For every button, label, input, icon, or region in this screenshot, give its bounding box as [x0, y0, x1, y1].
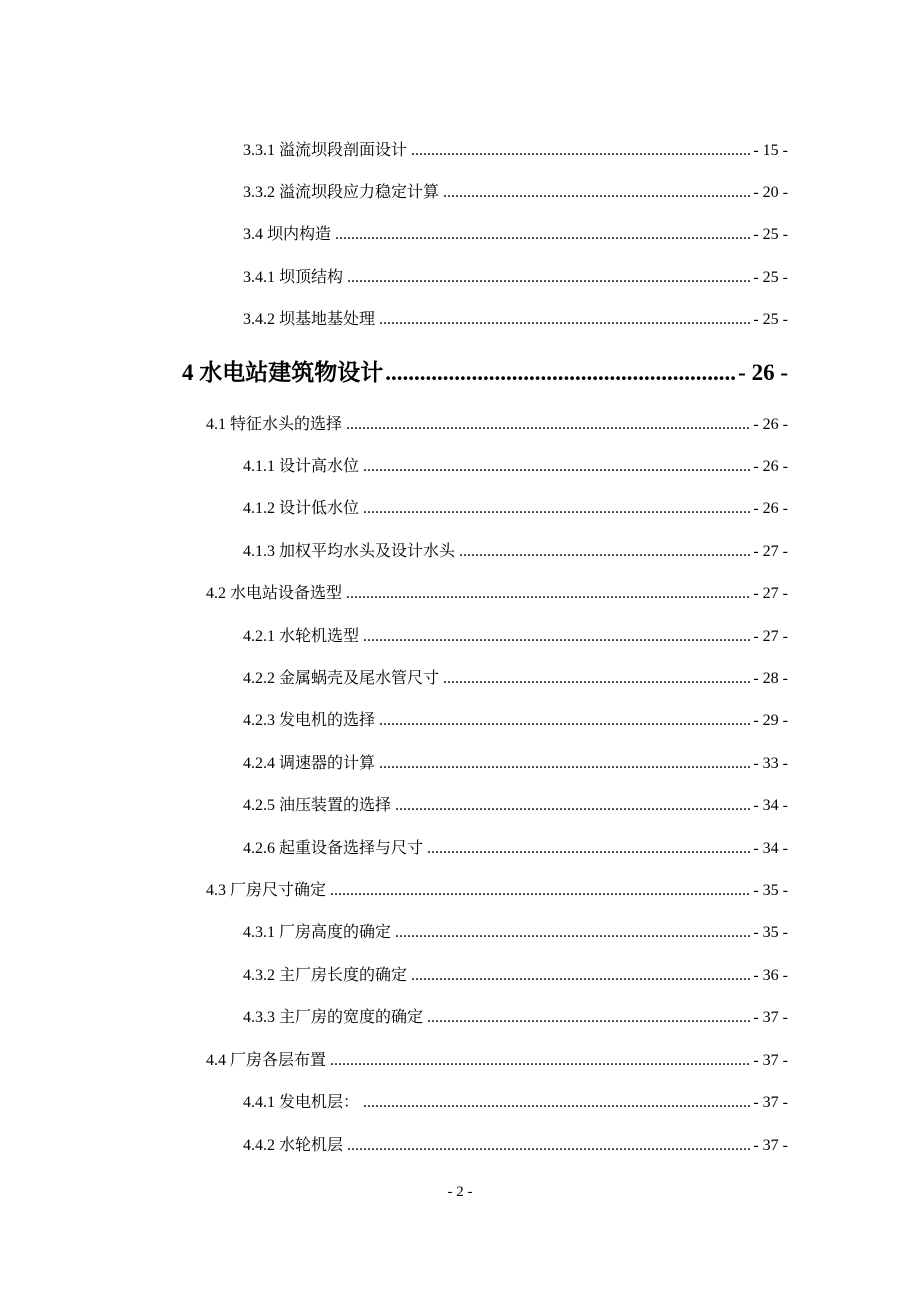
- toc-entry-4-3-2[interactable]: [243, 962, 788, 985]
- toc-dot-leader: [346, 585, 751, 603]
- toc-dot-leader: [427, 1009, 751, 1027]
- toc-dot-leader: [385, 360, 736, 386]
- toc-entry-title: 4.2 水电站设备选型: [206, 585, 343, 602]
- toc-entry-4-1-3[interactable]: [243, 538, 788, 561]
- toc-dot-leader: [330, 882, 751, 900]
- toc-entry-page: - 15 -: [753, 142, 788, 159]
- toc-entry-page: - 27 -: [753, 585, 788, 602]
- toc-entry-4-4-1[interactable]: [243, 1089, 788, 1112]
- toc-entry-4-4[interactable]: [206, 1047, 788, 1070]
- toc-dot-leader: [395, 924, 751, 942]
- toc-entry-page: - 25 -: [753, 226, 788, 243]
- toc-entry-page: - 36 -: [753, 967, 788, 984]
- toc-entry-title: 4.2.2 金属蜗壳及尾水管尺寸: [243, 670, 440, 687]
- toc-entry-page: - 26 -: [753, 500, 788, 517]
- toc-dot-leader: [427, 840, 751, 858]
- toc-dot-leader: [335, 226, 751, 244]
- toc-entry-title: 4.1.3 加权平均水头及设计水头: [243, 543, 456, 560]
- toc-entry-page: - 37 -: [753, 1009, 788, 1026]
- toc-entry-4-2-3[interactable]: [243, 707, 788, 730]
- toc-entry-page: - 25 -: [753, 269, 788, 286]
- toc-dot-leader: [347, 1137, 751, 1155]
- toc-dot-leader: [363, 500, 751, 518]
- toc-entry-title: 3.4.2 坝基地基处理: [243, 311, 376, 328]
- toc-entry-3-3-1[interactable]: [243, 137, 788, 160]
- toc-dot-leader: [395, 797, 751, 815]
- toc-entry-page: - 33 -: [753, 755, 788, 772]
- toc-entry-page: - 34 -: [753, 797, 788, 814]
- toc-entry-page: - 35 -: [753, 882, 788, 899]
- toc-dot-leader: [347, 269, 751, 287]
- toc-entry-title: 4.2.3 发电机的选择: [243, 712, 376, 729]
- toc-entry-page: - 25 -: [753, 311, 788, 328]
- toc-entry-3-4[interactable]: [243, 221, 788, 244]
- toc-entry-page: - 28 -: [753, 670, 788, 687]
- toc-entry-title: 4.1.1 设计高水位: [243, 458, 360, 475]
- toc-dot-leader: [443, 670, 751, 688]
- toc-entry-4-2-6[interactable]: [243, 835, 788, 858]
- toc-entry-4-3-3[interactable]: [243, 1004, 788, 1027]
- toc-chapter-page: - 26 -: [738, 360, 788, 385]
- toc-entry-page: - 37 -: [753, 1137, 788, 1154]
- toc-entry-title: 3.3.2 溢流坝段应力稳定计算: [243, 184, 440, 201]
- toc-dot-leader: [411, 967, 751, 985]
- toc-dot-leader: [379, 755, 751, 773]
- toc-entry-title: 4.2.5 油压装置的选择: [243, 797, 392, 814]
- toc-entry-page: - 26 -: [753, 416, 788, 433]
- toc-entry-4-2[interactable]: [206, 580, 788, 603]
- toc-entry-page: - 20 -: [753, 184, 788, 201]
- toc-entry-title: 4.1.2 设计低水位: [243, 500, 360, 517]
- page-number: - 2 -: [447, 1184, 473, 1200]
- toc-entry-page: - 37 -: [753, 1094, 788, 1111]
- toc-dot-leader: [411, 142, 751, 160]
- toc-entry-title: 4.1 特征水头的选择: [206, 416, 343, 433]
- toc-entry-page: - 37 -: [753, 1052, 788, 1069]
- toc-entry-title: 4.4.1 发电机层：: [243, 1094, 360, 1111]
- toc-entry-4-1-1[interactable]: [243, 453, 788, 476]
- toc-entry-page: - 27 -: [753, 543, 788, 560]
- toc-entry-title: 3.4.1 坝顶结构: [243, 269, 344, 286]
- toc-entry-4-2-4[interactable]: [243, 750, 788, 773]
- toc-entry-page: - 29 -: [753, 712, 788, 729]
- toc-dot-leader: [379, 311, 751, 329]
- toc-dot-leader: [330, 1052, 751, 1070]
- toc-dot-leader: [363, 458, 751, 476]
- toc-entry-title: 4.4 厂房各层布置: [206, 1052, 327, 1069]
- toc-entry-4-2-1[interactable]: [243, 623, 788, 646]
- toc-entry-4-1-2[interactable]: [243, 495, 788, 518]
- toc-entry-title: 4.2.6 起重设备选择与尺寸: [243, 840, 424, 857]
- toc-entry-title: 4.3.1 厂房高度的确定: [243, 924, 392, 941]
- toc-entry-page: - 35 -: [753, 924, 788, 941]
- toc-entry-page: - 26 -: [753, 458, 788, 475]
- toc-entry-3-4-1[interactable]: [243, 264, 788, 287]
- toc-dot-leader: [363, 1094, 751, 1112]
- toc-chapter-4[interactable]: [182, 354, 788, 387]
- toc-entry-title: 3.3.1 溢流坝段剖面设计: [243, 142, 408, 159]
- toc-entry-title: 4.3 厂房尺寸确定: [206, 882, 327, 899]
- toc-entry-4-2-2[interactable]: [243, 665, 788, 688]
- toc-entry-page: - 27 -: [753, 628, 788, 645]
- toc-entry-title: 4.3.3 主厂房的宽度的确定: [243, 1009, 424, 1026]
- toc-entry-3-3-2[interactable]: [243, 179, 788, 202]
- toc-dot-leader: [379, 712, 751, 730]
- toc-entry-title: 4.3.2 主厂房长度的确定: [243, 967, 408, 984]
- toc-entry-title: 4.2.4 调速器的计算: [243, 755, 376, 772]
- toc-entry-4-2-5[interactable]: [243, 792, 788, 815]
- toc-entry-3-4-2[interactable]: [243, 306, 788, 329]
- toc-dot-leader: [363, 628, 751, 646]
- toc-dot-leader: [443, 184, 751, 202]
- toc-entry-4-1[interactable]: [206, 411, 788, 434]
- toc-entry-title: 4.4.2 水轮机层: [243, 1137, 344, 1154]
- toc-entry-page: - 34 -: [753, 840, 788, 857]
- toc-entry-4-3[interactable]: [206, 877, 788, 900]
- toc-entry-4-3-1[interactable]: [243, 919, 788, 942]
- toc-entry-title: 3.4 坝内构造: [243, 226, 332, 243]
- toc-entry-4-4-2[interactable]: [243, 1132, 788, 1155]
- toc-dot-leader: [459, 543, 751, 561]
- toc-entry-title: 4.2.1 水轮机选型: [243, 628, 360, 645]
- toc-dot-leader: [346, 416, 751, 434]
- toc-chapter-title: 4 水电站建筑物设计: [182, 360, 384, 385]
